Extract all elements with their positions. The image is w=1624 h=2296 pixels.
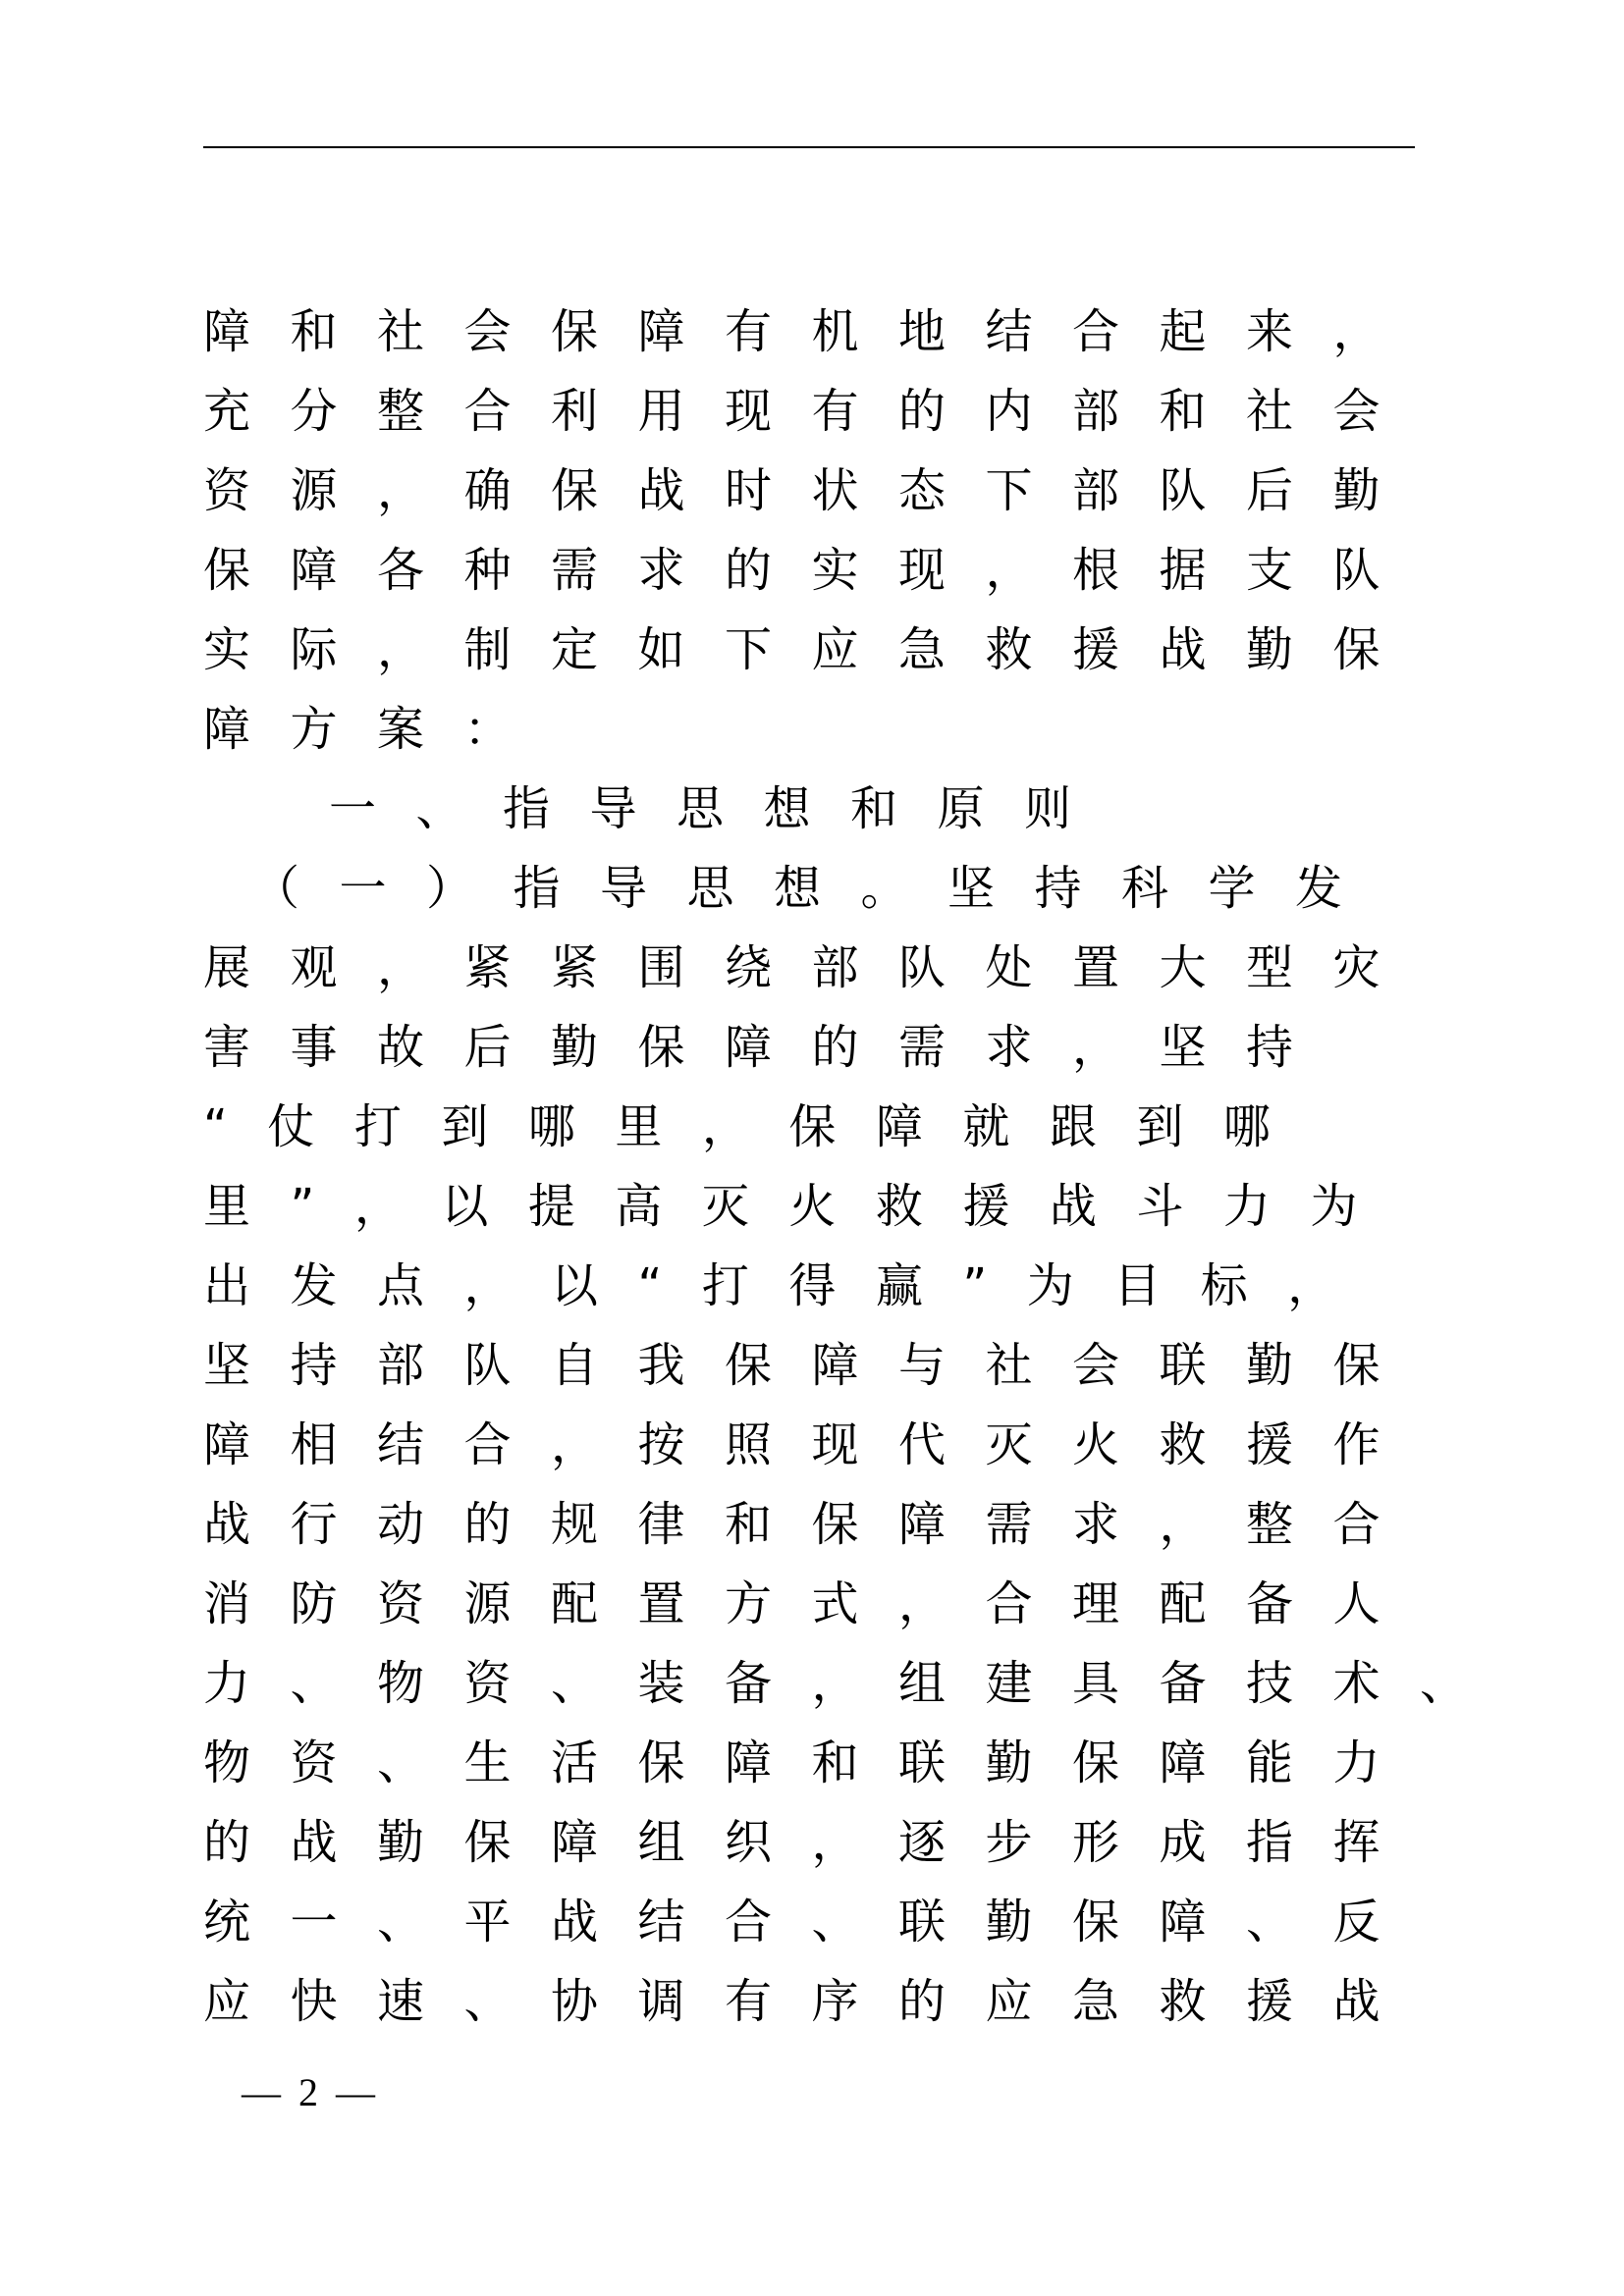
text-line: 充分整合利用现有的内部和社会 — [203, 384, 1421, 439]
section-heading: 一、指导思想和原则 — [329, 781, 1111, 836]
document-body — [203, 300, 1507, 2050]
text-line: 统一、平战结合、联勤保障、反 — [203, 1895, 1421, 1949]
text-line: 力、物资、装备，组建具备技术、 — [203, 1656, 1507, 1711]
text-line: 战行动的规律和保障需求，整合 — [203, 1497, 1421, 1552]
page-number: — 2 — — [242, 2070, 379, 2114]
text-line: 障相结合，按照现代灭火救援作 — [203, 1417, 1421, 1472]
text-line: 坚持部队自我保障与社会联勤保 — [203, 1338, 1421, 1393]
text-line: 应快速、协调有序的应急救援战 — [203, 1974, 1421, 2029]
text-line: 障方案： — [203, 702, 552, 757]
text-line: 消防资源配置方式，合理配备人 — [203, 1576, 1421, 1631]
text-line: 物资、生活保障和联勤保障能力 — [203, 1735, 1421, 1790]
text-line: 里”，以提高灭火救援战斗力为 — [203, 1179, 1397, 1234]
subsection-heading-line: （一）指导思想。坚持科学发 — [252, 861, 1382, 916]
text-line: 害事故后勤保障的需求，坚持 — [203, 1020, 1333, 1075]
text-line: 的战勤保障组织，逐步形成指挥 — [203, 1815, 1421, 1870]
text-line: 障和社会保障有机地结合起来， — [203, 304, 1421, 359]
text-line: “仗打到哪里，保障就跟到哪 — [203, 1099, 1311, 1154]
text-line: 展观，紧紧围绕部队处置大型灾 — [203, 940, 1421, 995]
text-line: 实际，制定如下应急救援战勤保 — [203, 622, 1421, 677]
text-line: 资源，确保战时状态下部队后勤 — [203, 463, 1421, 518]
text-line: 保障各种需求的实现，根据支队 — [203, 543, 1421, 598]
text-line: 出发点，以“打得赢”为目标， — [203, 1258, 1375, 1313]
header-rule — [203, 146, 1415, 148]
